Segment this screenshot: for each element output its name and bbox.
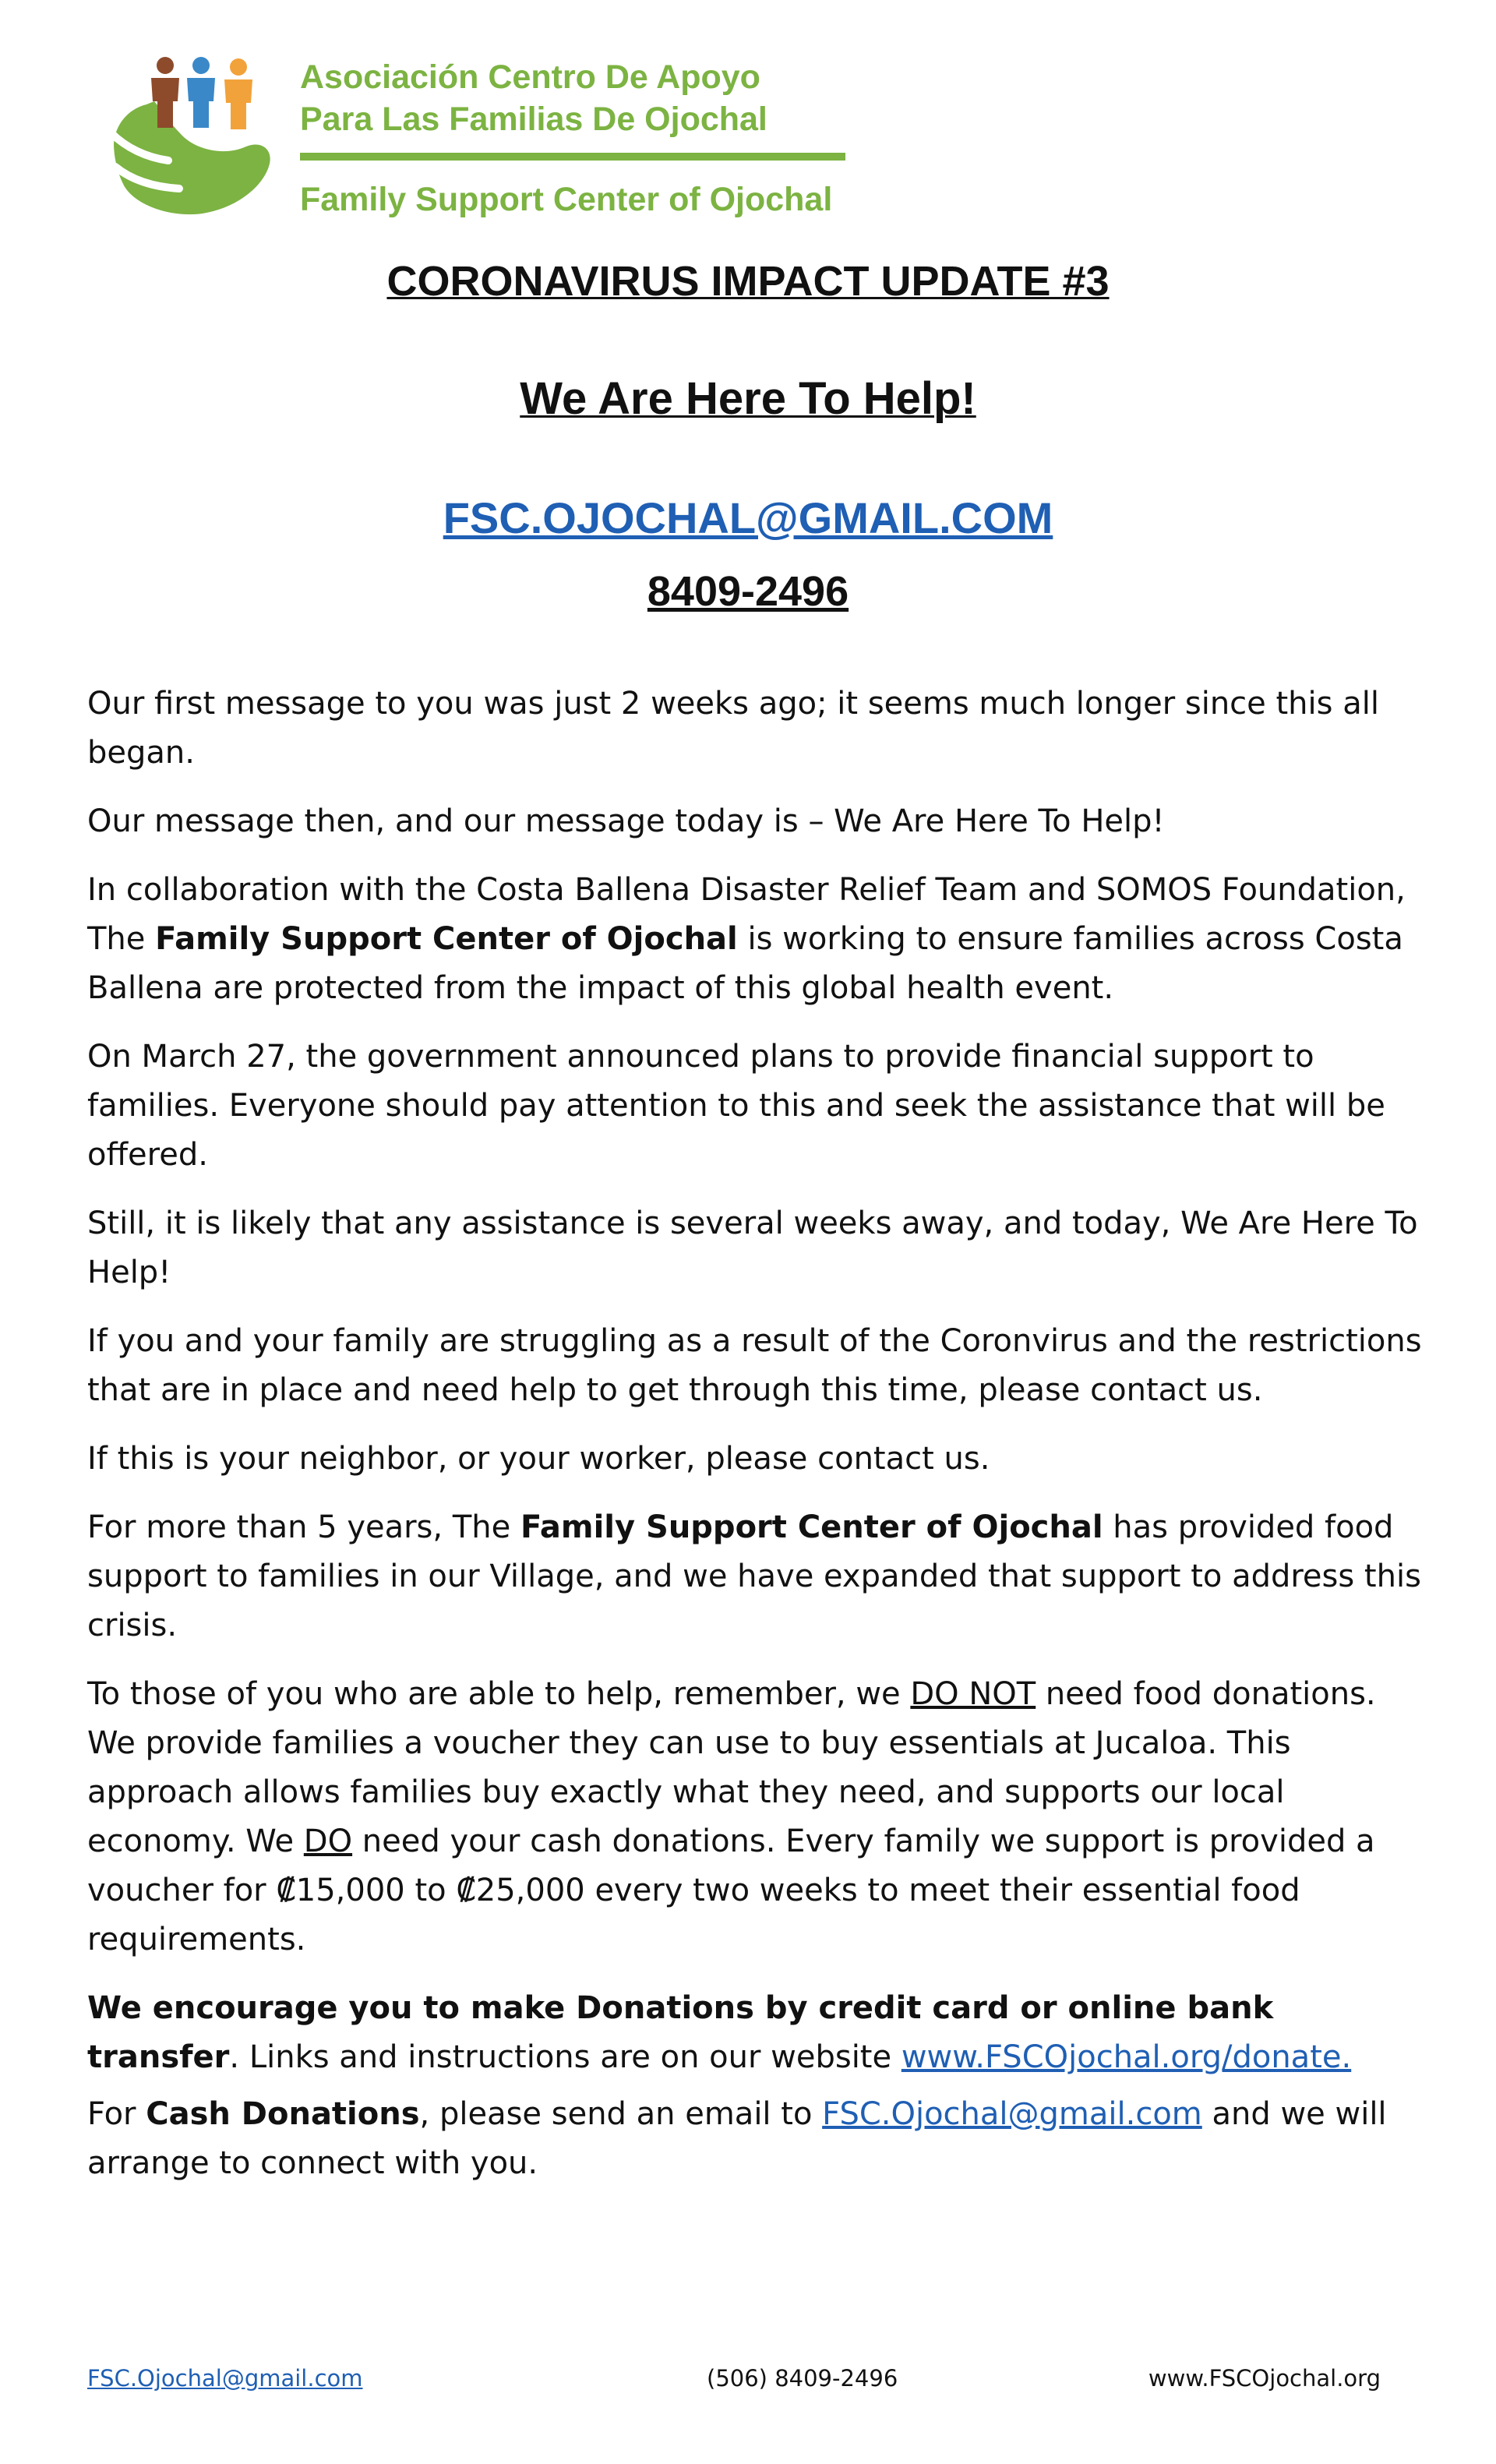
paragraph-assistance: Still, it is likely that any assistance is several weeks away, and today, We Are Here To Help! xyxy=(87,1206,1418,1290)
online-text: . Links and instructions are on our website xyxy=(229,2039,901,2075)
logo-divider xyxy=(300,153,845,161)
org-name-spanish-line2: Para Las Familias De Ojochal xyxy=(300,101,767,138)
encourage-bold: We encourage you to make Donations by credit card or online bank transfer xyxy=(87,1990,1274,2075)
paragraph-message-then: Our message then, and our message today is – We Are Here To Help! xyxy=(87,803,1165,839)
footer-email-link[interactable]: FSC.Ojochal@gmail.com xyxy=(87,2365,363,2392)
paragraph-donations xyxy=(87,1670,1427,1964)
paragraph-first-message: Our first message to you was just 2 weeks ago; it seems much longer since this all began. xyxy=(87,686,1379,771)
donations-text-1: To those of you who are able to help, remember, we xyxy=(87,1676,911,1712)
org-name-english: Family Support Center of Ojochal xyxy=(300,181,833,218)
org-name-spanish xyxy=(300,56,767,140)
contact-phone: 8409-2496 xyxy=(647,568,849,615)
page-title: CORONAVIRUS IMPACT UPDATE #3 xyxy=(386,258,1110,305)
history-text-end: has provided food support to families in our Village, and we have expanded that support to address this crisis. xyxy=(87,1509,1421,1643)
donations-text-3: need your cash donations. Every family we support is provided a voucher for ₡15,000 to ₡25,000 every two weeks to meet their essential food requirements. xyxy=(87,1823,1375,1957)
cash-text-start: For xyxy=(87,2096,146,2132)
paragraph-history xyxy=(87,1503,1427,1650)
org-name-bold: Family Support Center of Ojochal xyxy=(155,921,738,957)
paragraph-online-donations xyxy=(87,1984,1427,2082)
collab-text-start: In collaboration with the Costa Ballena Disaster Relief Team and SOMOS Foundation, The xyxy=(87,872,1406,957)
paragraph-collaboration xyxy=(87,866,1427,1013)
do-not-underlined: DO NOT xyxy=(910,1676,1036,1712)
org-logo xyxy=(109,56,857,228)
page-subtitle: We Are Here To Help! xyxy=(520,373,976,424)
page-footer xyxy=(87,2365,1381,2396)
paragraph-government: On March 27, the government announced plans to provide financial support to families. Everyone should pay attention to this and seek the assistance that will be offered. xyxy=(87,1039,1385,1173)
footer-website[interactable]: www.FSCOjochal.org xyxy=(1148,2365,1381,2392)
donate-link[interactable]: www.FSCOjochal.org/donate. xyxy=(901,2039,1352,2075)
org-name-spanish-line1: Asociación Centro De Apoyo xyxy=(300,58,760,96)
collab-text-end: is working to ensure families across Costa Ballena are protected from the impact of this global health event. xyxy=(87,921,1403,1006)
do-underlined: DO xyxy=(303,1823,353,1859)
letter-body xyxy=(87,680,1427,2208)
contact-email-link[interactable]: FSC.OJOCHAL@GMAIL.COM xyxy=(443,493,1053,542)
paragraph-struggling: If you and your family are struggling as a result of the Coronvirus and the restrictions that are in place and need help to get through this time, please contact us. xyxy=(87,1323,1422,1408)
cash-text-end: and we will arrange to connect with you. xyxy=(87,2096,1387,2181)
email-link[interactable]: FSC.Ojochal@gmail.com xyxy=(822,2096,1202,2132)
footer-phone: (506) 8409-2496 xyxy=(707,2365,898,2392)
cash-text-mid: , please send an email to xyxy=(419,2096,823,2132)
paragraph-cash-donations xyxy=(87,2090,1427,2188)
paragraph-neighbor: If this is your neighbor, or your worker, please contact us. xyxy=(87,1441,990,1477)
family-hand-icon xyxy=(109,56,288,220)
history-text-start: For more than 5 years, The xyxy=(87,1509,520,1545)
org-name-bold: Family Support Center of Ojochal xyxy=(520,1509,1103,1545)
cash-donations-bold: Cash Donations xyxy=(146,2096,420,2132)
donations-text-2: need food donations. We provide families a voucher they can use to buy essentials at Jucaloa. This approach allows families buy exactly what they need, and supports our local economy. We xyxy=(87,1676,1376,1859)
